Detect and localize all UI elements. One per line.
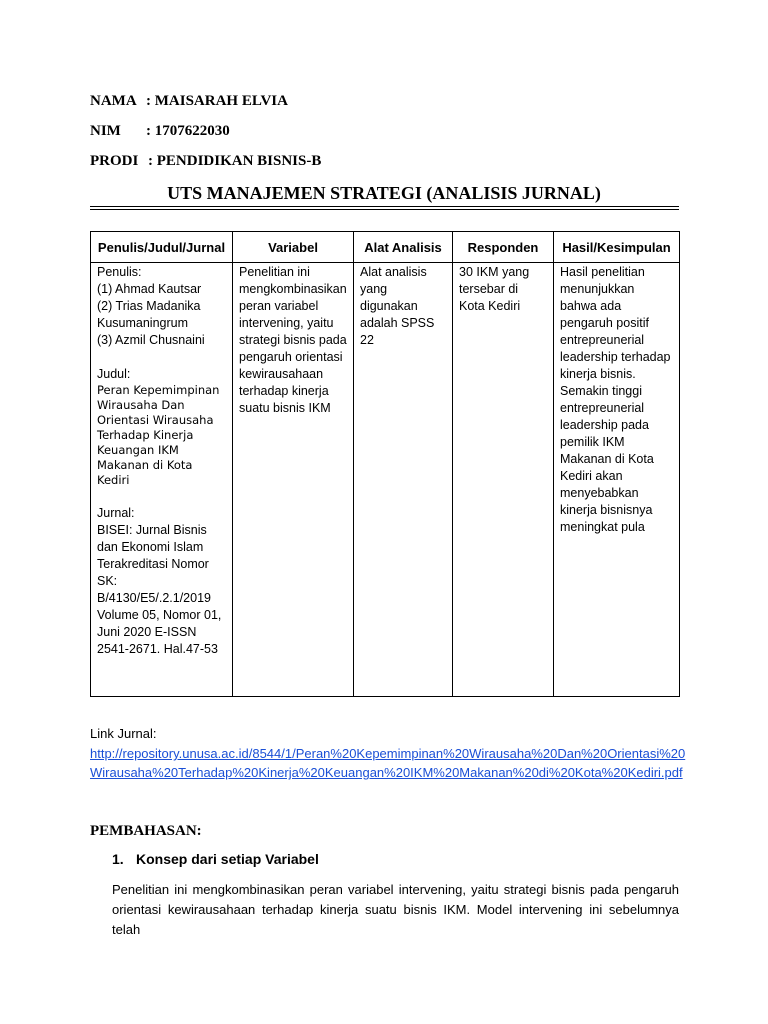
subsection-title: Konsep dari setiap Variabel xyxy=(136,851,319,867)
table-row xyxy=(91,263,680,697)
spacer xyxy=(97,349,226,366)
name-label: NAMA xyxy=(90,93,137,109)
spacer xyxy=(97,488,226,505)
responden-text: 30 IKM yang tersebar di Kota Kediri xyxy=(459,265,530,313)
author-1: (1) Ahmad Kautsar xyxy=(97,282,202,296)
penulis-label: Penulis: xyxy=(97,265,142,279)
pembahasan-heading: PEMBAHASAN: xyxy=(90,823,202,839)
column-header-hasil: Hasil/Kesimpulan xyxy=(554,232,680,263)
hasil-text: Hasil penelitian menunjukkan bahwa ada pengaruh positif entrepreunerial leadership terhadap kinerja bisnis. Semakin tinggi entrepreunerial leadership pada pemilik IKM Makanan di Kota Kediri akan menyebabkan kinerja bisnisnya meningkat pula xyxy=(560,265,671,534)
cell-variabel xyxy=(233,263,354,697)
title-rule-top xyxy=(90,206,679,207)
list-number: 1. xyxy=(112,851,124,867)
prodi-value: : PENDIDIKAN BISNIS-B xyxy=(148,153,322,169)
student-name-line xyxy=(90,93,288,110)
study-program-line xyxy=(90,153,321,170)
column-header-penulis: Penulis/Judul/Jurnal xyxy=(91,232,233,263)
variabel-text: Penelitian ini mengkombinasikan peran variabel intervening, yaitu strategi bisnis pada pengaruh orientasi kewirausahaan terhadap kinerja suatu bisnis IKM xyxy=(239,265,347,415)
cell-alat-analisis xyxy=(354,263,453,697)
body-paragraph: Penelitian ini mengkombinasikan peran variabel intervening, yaitu strategi bisnis pada pengaruh orientasi kewirausahaan terhadap kinerja suatu bisnis IKM. Model intervening ini sebelumnya telah xyxy=(112,882,679,937)
author-3: (3) Azmil Chusnaini xyxy=(97,333,205,347)
nim-value: : 1707622030 xyxy=(146,123,230,139)
author-2: (2) Trias Madanika Kusumaningrum xyxy=(97,299,201,330)
column-header-variabel: Variabel xyxy=(233,232,354,263)
document-title: UTS MANAJEMEN STRATEGI (ANALISIS JURNAL) xyxy=(167,183,601,203)
jurnal-label: Jurnal: xyxy=(97,506,135,520)
cell-responden xyxy=(453,263,554,697)
column-header-responden: Responden xyxy=(453,232,554,263)
title-rule-bottom xyxy=(90,209,679,210)
table-header-row xyxy=(91,232,680,263)
student-id-line xyxy=(90,123,230,140)
column-header-alat-analisis: Alat Analisis xyxy=(354,232,453,263)
jurnal-text: BISEI: Jurnal Bisnis dan Ekonomi Islam Terakreditasi Nomor SK: B/4130/E5/.2.1/2019 Volume 05, Nomor 01, Juni 2020 E-ISSN 2541-2671. Hal.47-53 xyxy=(97,523,222,656)
prodi-label: PRODI xyxy=(90,153,139,169)
nim-label: NIM xyxy=(90,123,121,139)
name-value: : MAISARAH ELVIA xyxy=(146,93,288,109)
alat-analisis-text: Alat analisis yang digunakan adalah SPSS 22 xyxy=(360,265,435,347)
judul-label: Judul: xyxy=(97,367,131,381)
journal-link[interactable]: http://repository.unusa.ac.id/8544/1/Peran%20Kepemimpinan%20Wirausaha%20Dan%20Orientasi%20Wirausaha%20Terhadap%20Kinerja%20Keuangan%20IKM%20Makanan%20di%20Kota%20Kediri.pdf xyxy=(90,746,686,780)
link-label: Link Jurnal: xyxy=(90,726,157,741)
cell-hasil xyxy=(554,263,680,697)
judul-text: Peran Kepemimpinan Wirausaha Dan Orientasi Wirausaha Terhadap Kinerja Keuangan IKM Makanan di Kota Kediri xyxy=(97,383,220,487)
cell-penulis-judul-jurnal xyxy=(91,263,233,697)
journal-analysis-table xyxy=(90,231,680,697)
subsection-heading xyxy=(112,851,319,867)
